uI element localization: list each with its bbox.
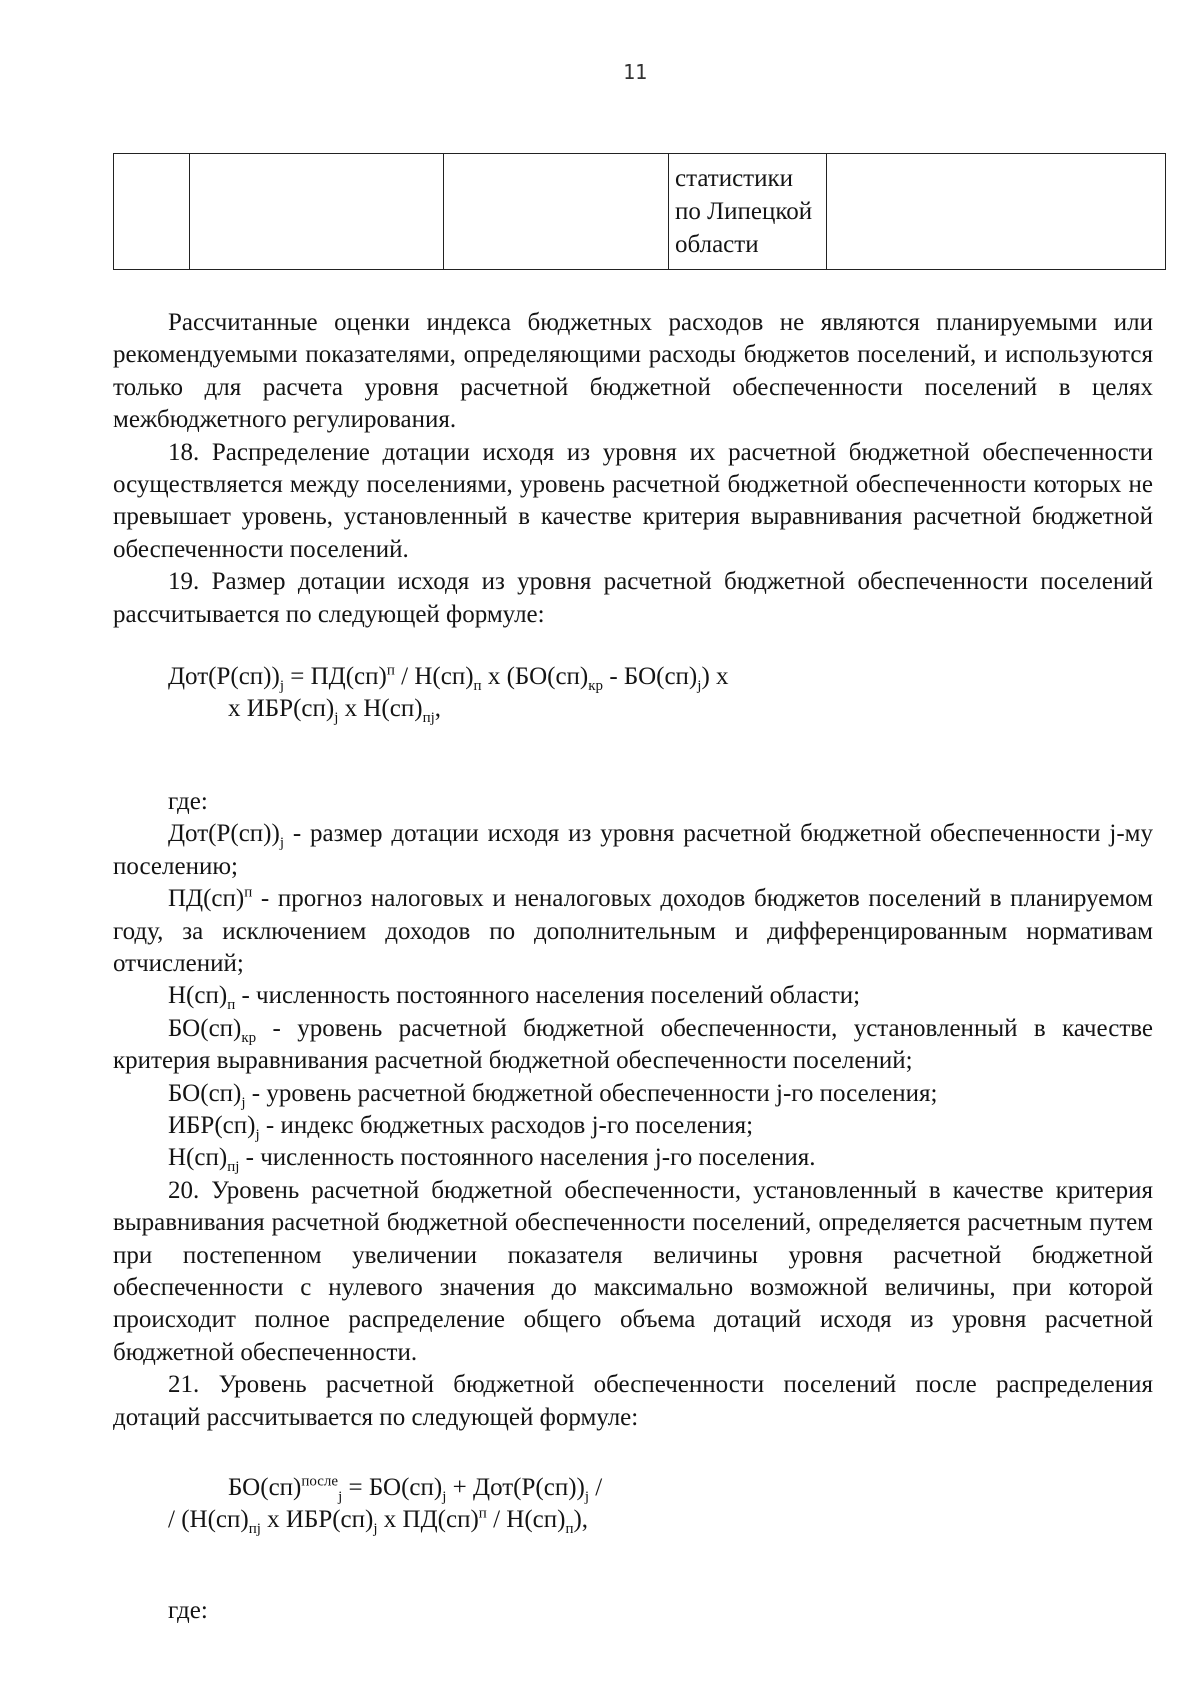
definition-pd: ПД(сп)$^п$ - прогноз налоговых и неналоговых доходов бюджетов поселений в планируемом году, за исключением доходов по дополнительным и дифференцированным нормативам отчислений; <box>113 884 1153 977</box>
where-label-2: где: <box>168 1596 208 1624</box>
definition-bo-j: $БО(сп)_j$ - уровень расчетной бюджетной обеспеченности j-го поселения; <box>168 1079 938 1111</box>
table-cell-5 <box>827 154 1166 270</box>
definition-dot: $Дот(Р(сп))_j$ - размер дотации исходя из уровня расчетной бюджетной обеспеченности j-му поселению; <box>113 820 1153 880</box>
table-cell-3 <box>444 154 669 270</box>
definition-n: $Н(сп)_п$ - численность постоянного населения поселений области; <box>168 982 861 1014</box>
formula2-line-2: / ($Н(сп)_{пj}$ х $ИБР(сп)_j$ х $ПД(сп)^п / Н(сп)_п$), <box>168 1506 589 1538</box>
where-label-1: где: <box>168 787 208 815</box>
formula-level-after <box>113 1472 1153 1537</box>
definition-ibr: $ИБР(сп)_j$ - индекс бюджетных расходов j-го поселения; <box>168 1111 754 1143</box>
page-number: 11 <box>622 60 648 84</box>
formula-subsidy <box>113 661 1153 726</box>
paragraph-18: 18. Распределение дотации исходя из уровня их расчетной бюджетной обеспеченности осуществляется между поселениями, уровень расчетной бюджетной обеспеченности которых не превышает уровень, установленный в качестве критерия выравнивания расчетной бюджетной обеспеченности поселений. <box>113 438 1153 563</box>
paragraph-21: 21. Уровень расчетной бюджетной обеспеченности поселений после распределения дотаций рассчитывается по следующей формуле: <box>113 1371 1153 1431</box>
formula-line-2: х $ИБР(сп)_j$ х $Н(сп)_{пj}$, <box>228 695 442 727</box>
paragraph-20: 20. Уровень расчетной бюджетной обеспеченности, установленный в качестве критерия выравнивания расчетной бюджетной обеспеченности поселений, определяется расчетным путем при постепенном увеличении показателя величины уровня расчетной бюджетной обеспеченности с нулевого значения до максимально возможной величины, при которой происходит полное распределение общего объема дотаций исходя из уровня расчетной бюджетной обеспеченности. <box>113 1176 1153 1366</box>
table-cell-source: статистики по Липецкой области <box>669 154 827 270</box>
continued-table <box>113 153 1166 270</box>
definition-n-j: $Н(сп)_{пj}$ - численность постоянного населения j-го поселения. <box>168 1144 816 1176</box>
formula2-line-1: $БО(сп)^{после}_j = БО(сп)_j + Дот(Р(сп))_j$ / <box>228 1473 603 1505</box>
table-cell-1 <box>114 154 190 270</box>
definition-bo-kr: $БО(сп)_{кр}$ - уровень расчетной бюджетной обеспеченности, установленный в качестве критерия выравнивания расчетной бюджетной обеспеченности поселений; <box>113 1014 1153 1075</box>
table-row <box>114 154 1166 270</box>
paragraph-index-note: Рассчитанные оценки индекса бюджетных расходов не являются планируемыми или рекомендуемыми показателями, определяющими расходы бюджетов поселений, и используются только для расчета уровня расчетной бюджетной обеспеченности поселений в целях межбюджетного регулирования. <box>113 309 1153 434</box>
table-cell-2 <box>190 154 444 270</box>
formula-line-1: $Дот(Р(сп))_j = ПД(сп)^п / Н(сп)_п$ х $(БО(сп)_{кр} - БО(сп)_j)$ х <box>168 662 729 695</box>
paragraph-19: 19. Размер дотации исходя из уровня расчетной бюджетной обеспеченности поселений рассчитывается по следующей формуле: <box>113 568 1153 628</box>
document-body <box>113 307 1153 1627</box>
